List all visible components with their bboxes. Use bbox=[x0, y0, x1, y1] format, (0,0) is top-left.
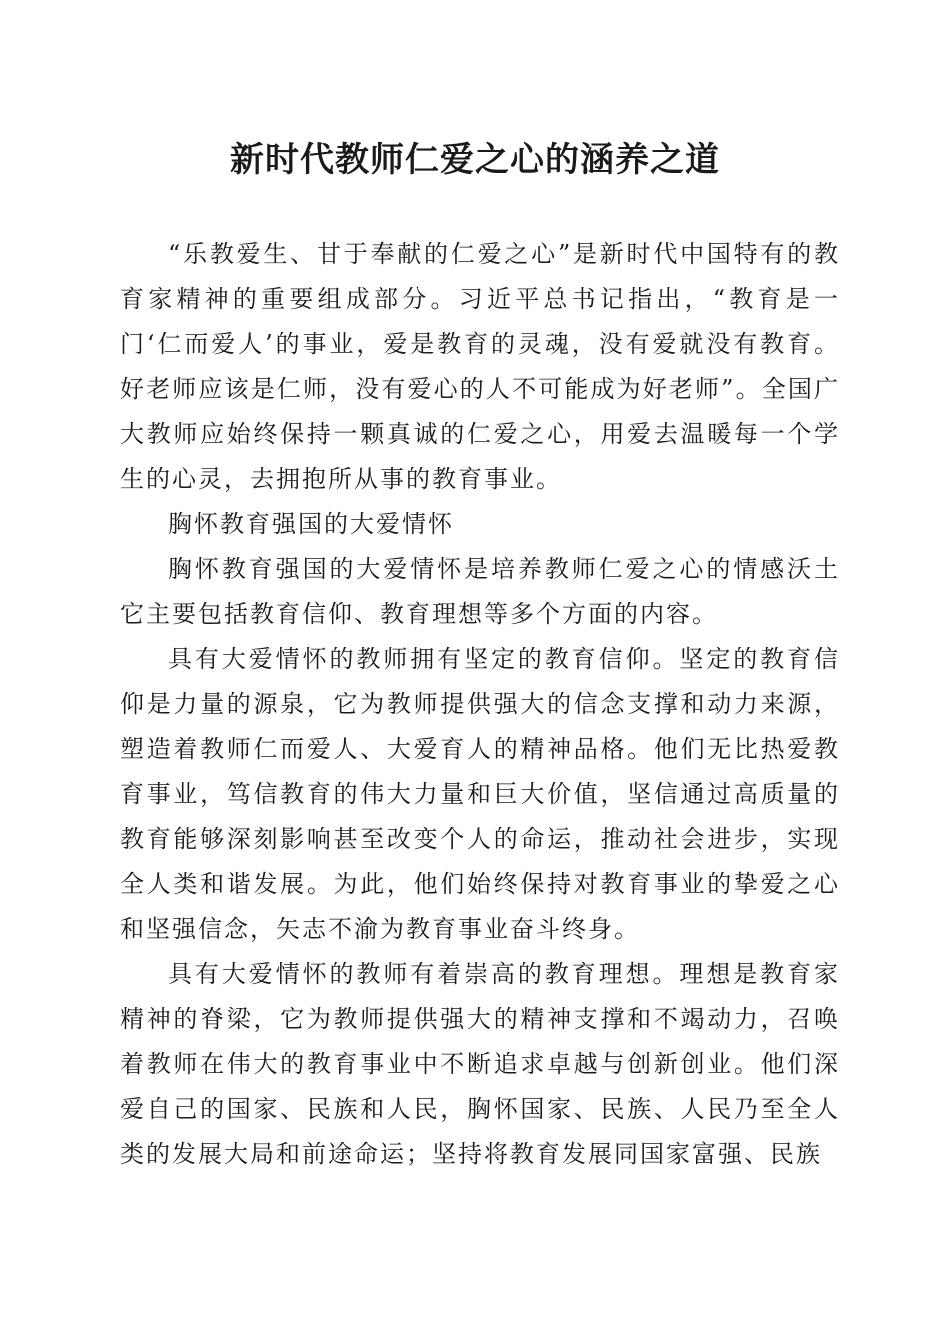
paragraph: 胸怀教育强国的大爱情怀是培养教师仁爱之心的情感沃土它主要包括教育信仰、教育理想等多个方面的内容。 bbox=[120, 555, 840, 628]
document-title: 新时代教师仁爱之心的涵养之道 bbox=[230, 140, 720, 180]
document-body bbox=[120, 232, 840, 1177]
paragraph: 具有大爱情怀的教师拥有坚定的教育信仰。坚定的教育信仰是力量的源泉，它为教师提供强大的信念支撑和动力来源，塑造着教师仁而爱人、大爱育人的精神品格。他们无比热爱教育事业，笃信教育的伟大力量和巨大价值，坚信通过高质量的教育能够深刻影响甚至改变个人的命运，推动社会进步，实现全人类和谐发展。为此，他们始终保持对教育事业的挚爱之心和坚强信念，矢志不渝为教育事业奋斗终身。 bbox=[120, 645, 840, 943]
section-heading: 胸怀教育强国的大爱情怀 bbox=[168, 510, 454, 538]
paragraph: 具有大爱情怀的教师有着崇高的教育理想。理想是教育家精神的脊梁，它为教师提供强大的精神支撑和不竭动力，召唤着教师在伟大的教育事业中不断追求卓越与创新创业。他们深爱自己的国家、民族和人民，胸怀国家、民族、人民乃至全人类的发展大局和前途命运；坚持将教育发展同国家富强、民族 bbox=[120, 960, 840, 1168]
paragraph-intro: “乐教爱生、甘于奉献的仁爱之心”是新时代中国特有的教育家精神的重要组成部分。习近平总书记指出，“教育是一门‘仁而爱人’的事业，爱是教育的灵魂，没有爱就没有教育。好老师应该是仁师，没有爱心的人不可能成为好老师”。全国广大教师应始终保持一颗真诚的仁爱之心，用爱去温暖每一个学生的心灵，去拥抱所从事的教育事业。 bbox=[120, 240, 840, 493]
